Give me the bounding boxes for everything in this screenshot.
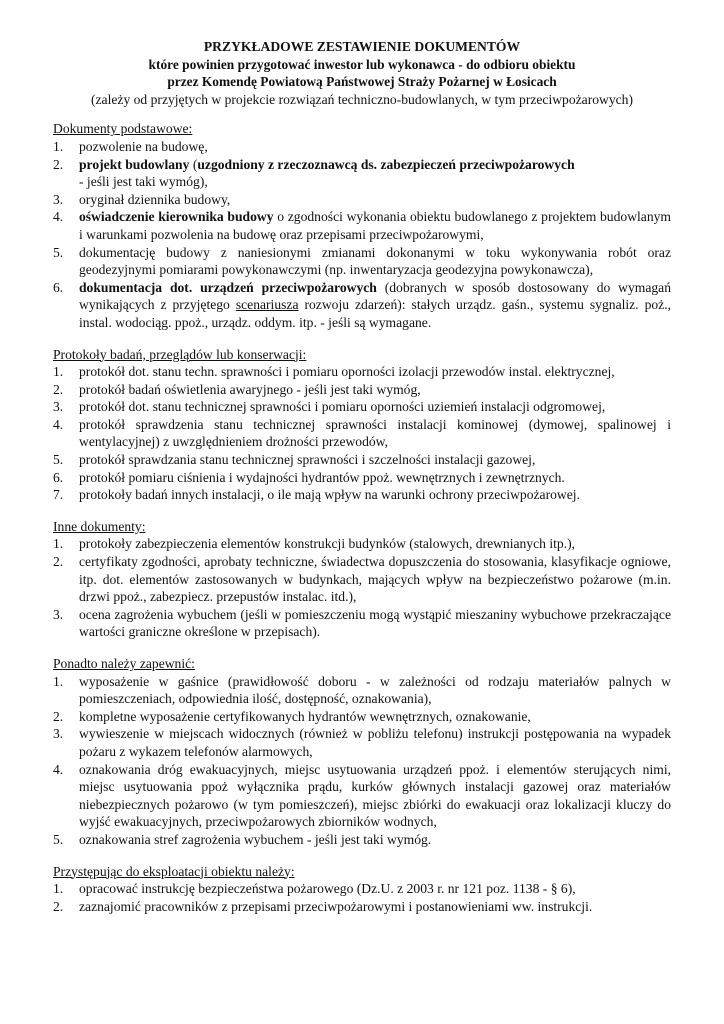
item-number: 4.: [53, 209, 64, 225]
list-item: [53, 469, 671, 487]
item-number: 3.: [53, 726, 64, 742]
item-text: protokół dot. stanu techn. sprawności i pomiaru oporności izolacji przewodów instal. elektrycznej,: [79, 364, 615, 380]
list-startup: [53, 880, 671, 915]
item-number: 6.: [53, 469, 64, 485]
item-text: oryginał dziennika budowy,: [79, 191, 231, 207]
section-title-protocols: Protokoły badań, przeglądów lub konserwacji:: [53, 346, 307, 362]
list-item: [53, 535, 671, 553]
item-text: (dobranych w sposób dostosowany do wymagań wynikających z przyjętego: [79, 279, 672, 313]
item-number: 1.: [53, 881, 64, 897]
item-text: pozwolenie na budowę,: [79, 138, 208, 154]
list-item: [53, 898, 671, 916]
list-item: [53, 708, 671, 726]
item-text: kompletne wyposażenie certyfikowanych hydrantów wewnętrznych, oznakowanie,: [79, 708, 531, 724]
item-number: 6.: [53, 279, 64, 295]
item-number: 5.: [53, 452, 64, 468]
item-number: 2.: [53, 898, 64, 914]
item-number: 5.: [53, 244, 64, 260]
list-item: [53, 191, 671, 209]
list-item: [53, 416, 671, 451]
document-title: PRZYKŁADOWE ZESTAWIENIE DOKUMENTÓW: [203, 39, 521, 54]
list-protocols: [53, 363, 671, 504]
item-underlined-text: scenariusza: [235, 297, 299, 313]
list-other: [53, 535, 671, 641]
item-number: 3.: [53, 191, 64, 207]
item-number: 2.: [53, 381, 64, 397]
item-text: rozwoju zdarzeń): stałych urządz. gaśn., systemu sygnaliz. poż., instal. wodociąg. ppoż., urządz. oddym. itp. - jeśli są wymagane.: [79, 297, 671, 330]
item-text: protokół sprawdzania stanu technicznej sprawności i szczelności instalacji gazowej,: [79, 452, 536, 468]
list-item: [53, 244, 671, 279]
list-item: [53, 451, 671, 469]
section-title-startup: Przystępując do eksploatacji obiektu należy:: [53, 863, 295, 879]
item-text: protokół pomiaru ciśnienia i wydajności hydrantów ppoż. wewnętrznych i zewnętrznych.: [79, 469, 565, 485]
header-line-2: które powinien przygotować inwestor lub wykonawca - do odbioru obiektu: [148, 56, 576, 72]
list-item: [53, 363, 671, 381]
item-text: oznakowania stref zagrożenia wybuchem - jeśli jest taki wymóg.: [79, 831, 432, 847]
item-number: 1.: [53, 673, 64, 689]
item-text: wyposażenie w gaśnice (prawidłowość doboru - w zależności od rodzaju materiałów palnych w pomieszczeniach, odpowiednia ilość, dostępność, oznakowania),: [79, 673, 671, 707]
list-basic: [53, 138, 671, 332]
item-number: 3.: [53, 606, 64, 622]
list-item: [53, 138, 671, 156]
list-item: [53, 606, 671, 641]
item-text: protokół badań oświetlenia awaryjnego - jeśli jest taki wymóg,: [79, 381, 421, 397]
item-text: - jeśli jest taki wymóg),: [79, 174, 208, 190]
item-text: dokumentację budowy z naniesionymi zmianami dokonanymi w toku wykonywania robót oraz geodezyjnymi pomiarami powykonawczymi (np. inwentaryzacja geodezyjna powykonawcza),: [79, 244, 671, 278]
item-text: ocena zagrożenia wybuchem (jeśli w pomieszczeniu mogą wystąpić mieszaniny wybuchowe przekraczające wartości graniczne określone w przepisach).: [79, 606, 671, 640]
list-item: [53, 486, 671, 504]
list-item: [53, 880, 671, 898]
item-number: 1.: [53, 138, 64, 154]
list-item: [53, 279, 671, 332]
section-title-other: Inne dokumenty:: [53, 518, 146, 534]
list-item: [53, 673, 671, 708]
item-bold-text: uzgodniony z rzeczoznawcą ds. zabezpieczeń przeciwpożarowych: [197, 156, 575, 172]
list-item: [53, 156, 671, 191]
list-item: [53, 398, 671, 416]
list-item: [53, 761, 671, 831]
item-number: 2.: [53, 156, 64, 172]
item-number: 4.: [53, 761, 64, 777]
item-number: 5.: [53, 831, 64, 847]
document-header: [53, 38, 671, 108]
header-line-3: przez Komendę Powiatową Państwowej Straży Pożarnej w Łosicach: [167, 74, 557, 90]
header-note: (zależy od przyjętych w projekcie rozwiązań techniczno-budowlanych, w tym przeciwpożarowych): [91, 91, 633, 107]
item-text: protokół dot. stanu technicznej sprawności i pomiaru oporności uziemień instalacji odgromowej,: [79, 399, 606, 415]
item-text: protokoły zabezpieczenia elementów konstrukcji budynków (stalowych, drewnianych itp.),: [79, 536, 576, 552]
item-text: (: [189, 156, 198, 172]
item-bold-text: oświadczenie kierownika budowy: [79, 209, 274, 225]
item-text: opracować instrukcję bezpieczeństwa pożarowego (Dz.U. z 2003 r. nr 121 poz. 1138 - § 6),: [79, 881, 576, 897]
item-number: 3.: [53, 399, 64, 415]
item-number: 2.: [53, 708, 64, 724]
item-number: 1.: [53, 364, 64, 380]
section-title-also: Ponadto należy zapewnić:: [53, 656, 195, 671]
item-text: protokoły badań innych instalacji, o ile mają wpływ na warunki ochrony przeciwpożarowej.: [79, 487, 580, 503]
item-text: zaznajomić pracowników z przepisami przeciwpożarowymi i postanowieniami ww. instrukcji.: [79, 898, 593, 914]
list-item: [53, 831, 671, 849]
item-text: wywieszenie w miejscach widocznych (również w pobliżu telefonu) instrukcji postępowania na wypadek pożaru z wykazem telefonów alarmowych,: [79, 726, 671, 759]
item-text: protokół sprawdzenia stanu technicznej sprawności instalacji kominowej (dymowej, spalinowej i wentylacyjnej) z uwzględnieniem drożności przewodów,: [79, 416, 671, 450]
item-number: 1.: [53, 536, 64, 552]
item-text: certyfikaty zgodności, aprobaty techniczne, świadectwa dopuszczenia do stosowania, klasyfikacje ogniowe, itp. dot. elementów zastosowanych w budynkach, mających wpływ na bezpieczeństwo pożarowe (m.in. drzwi ppoż., zabezpiecz. przepustów instalac. itd.),: [79, 554, 671, 605]
item-number: 2.: [53, 554, 64, 570]
item-number: 4.: [53, 416, 64, 432]
item-bold-text: dokumentacja dot. urządzeń przeciwpożarowych: [79, 279, 377, 295]
item-text: o zgodności wykonania obiektu budowlanego z projektem budowlanym i warunkami pozwolenia na budowę oraz przepisami przeciwpożarowymi,: [79, 209, 671, 242]
list-also: [53, 673, 671, 849]
list-item: [53, 725, 671, 760]
item-number: 7.: [53, 487, 64, 503]
list-item: [53, 208, 671, 243]
item-bold-text: projekt budowlany: [79, 156, 190, 172]
section-title-basic: Dokumenty podstawowe:: [53, 121, 193, 137]
list-item: [53, 553, 671, 606]
document-page: [53, 38, 671, 915]
item-text: oznakowania dróg ewakuacyjnych, miejsc usytuowania urządzeń ppoż. i elementów sterujących nimi, miejsc usytuowania ppoż wyłącznika prądu, kurków głównych instalacji gazowej oraz materiałów niebezpiecznych pożarowo (w tym pomieszczeń), miejsc zbiórki do ewakuacji oraz lokalizacji kluczy do wyjść ewakuacyjnych, przeciwpożarowych zbiorników wodnych,: [79, 761, 671, 830]
list-item: [53, 381, 671, 399]
